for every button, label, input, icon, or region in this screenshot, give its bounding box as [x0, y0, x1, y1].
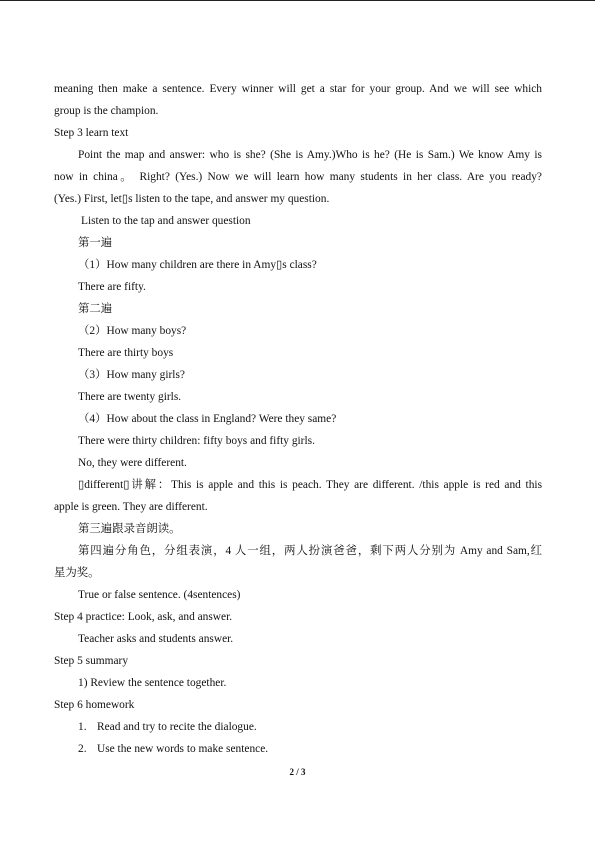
answer-1: There are fifty.: [78, 281, 146, 293]
summary-item: 1) Review the sentence together.: [78, 677, 227, 689]
list-number: 1.: [78, 721, 87, 733]
step-5-heading: Step 5 summary: [54, 655, 129, 667]
answer-3: There are twenty girls.: [78, 391, 182, 403]
step-4-heading: Step 4 practice: Look, ask, and answer.: [54, 611, 233, 623]
homework-item: [54, 738, 542, 760]
paragraph-line: 星为奖。: [54, 567, 100, 579]
list-text: Use the new words to make sentence.: [97, 743, 269, 755]
step-6-heading: Step 6 homework: [54, 699, 135, 711]
question-4: （4）How about the class in England? Were they same?: [78, 413, 337, 425]
page-number: 2 / 3: [289, 767, 306, 777]
true-false-activity: True or false sentence. (4sentences): [78, 589, 241, 601]
top-border-rule: [0, 0, 595, 1]
answer-2: There are thirty boys: [78, 347, 174, 359]
paragraph-line: Teacher asks and students answer.: [78, 633, 234, 645]
paragraph-line: group is the champion.: [54, 105, 159, 117]
first-pass-label: 第一遍: [78, 237, 113, 249]
list-text: Read and try to recite the dialogue.: [97, 721, 257, 733]
third-pass-label: 第三遍跟录音朗读。: [78, 523, 181, 535]
homework-item: [54, 716, 542, 738]
question-2: （2）How many boys?: [78, 325, 187, 337]
answer-4: There were thirty children: fifty boys and fifty girls.: [78, 435, 315, 447]
document-body: [54, 78, 542, 760]
question-3: （3）How many girls?: [78, 369, 185, 381]
paragraph-line: meaning then make a sentence. Every winner will get a star for your group. And we will see which: [54, 83, 542, 95]
paragraph-line: ▯different▯讲解：This is apple and this is peach. They are different. /this apple is red and this: [78, 479, 542, 491]
question-1: （1）How many children are there in Amy▯s class?: [78, 259, 317, 271]
paragraph-line: 第四遍分角色，分组表演，4 人一组，两人扮演爸爸，剩下两人分别为 Amy and Sam,红: [78, 545, 542, 557]
second-pass-label: 第二遍: [78, 303, 113, 315]
paragraph-line: apple is green. They are different.: [54, 501, 208, 513]
answer-4b: No, they were different.: [78, 457, 187, 469]
step-3-heading: Step 3 learn text: [54, 127, 129, 139]
paragraph-line: now in china。 Right? (Yes.) Now we will learn how many students in her class. Are you ready?: [54, 171, 542, 183]
listen-instruction: Listen to the tap and answer question: [81, 215, 251, 227]
paragraph-line: Point the map and answer: who is she? (She is Amy.)Who is he? (He is Sam.) We know Amy is: [78, 149, 542, 161]
paragraph-line: (Yes.) First, let▯s listen to the tape, and answer my question.: [54, 193, 330, 205]
list-number: 2.: [78, 743, 87, 755]
